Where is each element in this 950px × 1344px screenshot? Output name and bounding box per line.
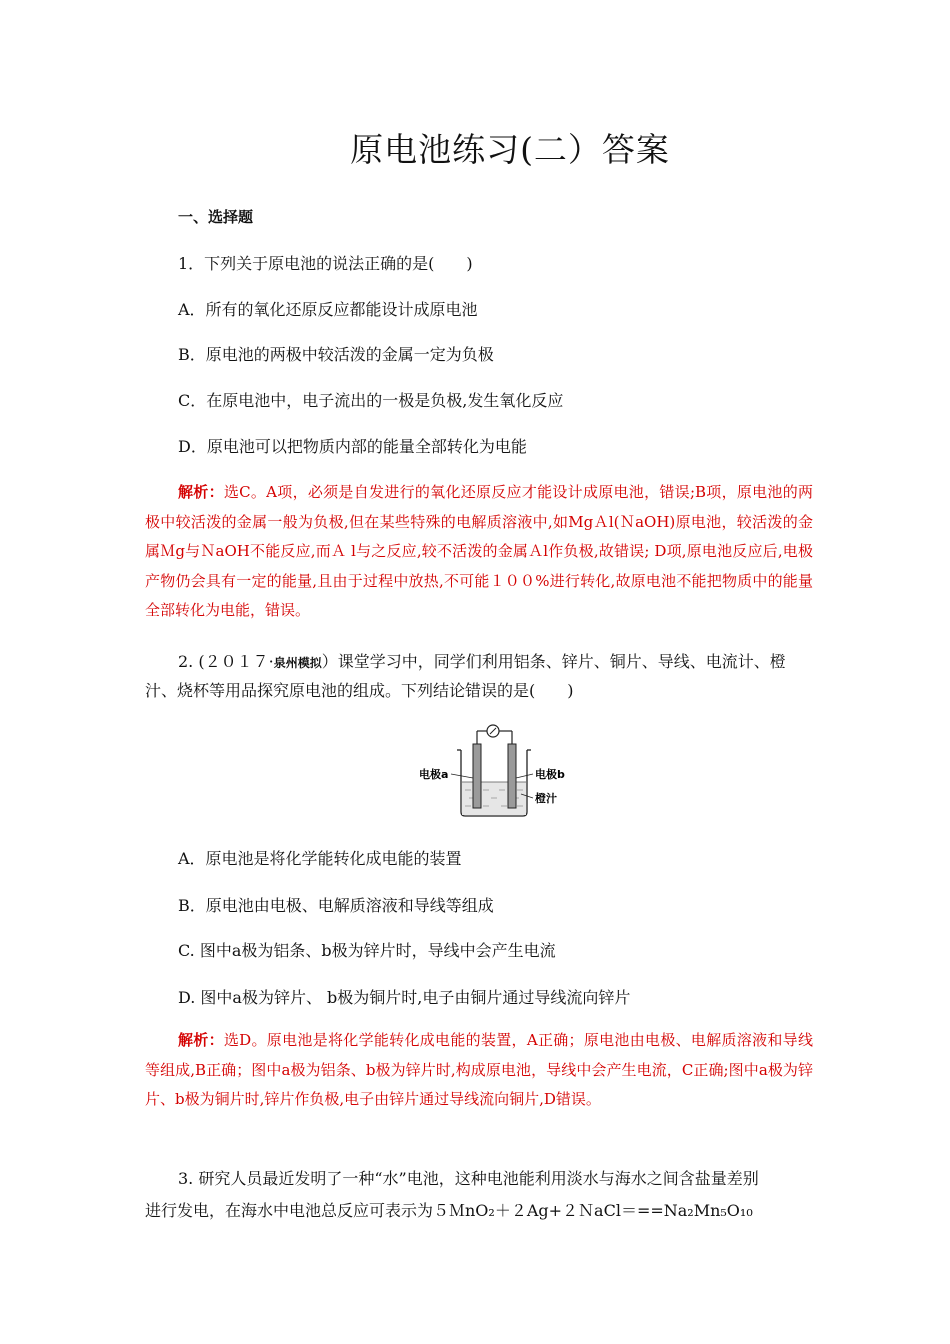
q1-option-a: A．所有的氧化还原反应都能设计成原电池	[178, 300, 478, 319]
q2-stem	[145, 648, 813, 705]
q1-analysis-label: 解析：	[178, 483, 224, 501]
q2-analysis-label: 解析：	[178, 1031, 224, 1049]
q1-option-b: B．原电池的两极中较活泼的金属一定为负极	[178, 345, 494, 364]
q3-line-2: 进行发电，在海水中电池总反应可表示为５ＭnO₂＋２Ag+２ＮaCl＝==Na₂Mn₅O₁₀	[145, 1201, 753, 1220]
galvanic-cell-diagram	[413, 722, 583, 822]
label-electrode-b: 电极b	[535, 768, 565, 781]
q1-analysis-text: 选C。A项，必须是自发进行的氧化还原反应才能设计成原电池，错误;B项，原电池的两极中较活泼的金属一般为负极,但在某些特殊的电解质溶液中,如MgＡl(ＮaOH)原电池，较活泼的金属Ｍg与ＮaOH不能反应,而Ａ l与之反应,较不活泼的金属Ａl作负极,故错误; D项,原电池反应后,电极产物仍会具有一定的能量,且由于过程中放热,不可能１００%进行转化,故原电池不能把物质中的能量全部转化为电能，错误。	[145, 483, 813, 620]
q2-option-d: D. 图中a极为锌片、 b极为铜片时,电子由铜片通过导线流向锌片	[178, 988, 631, 1007]
q2-stem-prefix: 2. (２０１７·	[178, 652, 274, 671]
q2-analysis-text: 选D。原电池是将化学能转化成电能的装置，A正确；原电池由电极、电解质溶液和导线等组成,B正确；图中a极为铝条、b极为锌片时,构成原电池，导线中会产生电流，C正确;图中a极为锌片、b极为铜片时,锌片作负极,电子由锌片通过导线流向铜片,D错误。	[145, 1031, 813, 1109]
q1-option-c: C．在原电池中，电子流出的一极是负极,发生氧化反应	[178, 391, 564, 410]
label-electrode-a: 电极a	[419, 768, 449, 781]
q2-option-b: B．原电池由电极、电解质溶液和导线等组成	[178, 896, 494, 915]
q2-option-c: C. 图中a极为铝条、b极为锌片时，导线中会产生电流	[178, 941, 556, 960]
electrode-b	[508, 744, 516, 808]
q2-stem-source: 泉州模拟	[273, 656, 322, 670]
page-title: 原电池练习(二）答案	[350, 130, 670, 169]
section-heading: 一、选择题	[178, 208, 254, 226]
label-orange-juice: 橙汁	[535, 792, 557, 805]
electrode-a	[473, 744, 481, 808]
q3-line-1: 3. 研究人员最近发明了一种“水”电池，这种电池能利用淡水与海水之间含盐量差别	[178, 1169, 759, 1188]
q2-option-a: A．原电池是将化学能转化成电能的装置	[178, 849, 462, 868]
q1-option-d: D．原电池可以把物质内部的能量全部转化为电能	[178, 437, 527, 456]
q1-analysis	[145, 478, 813, 626]
q2-stem-rest: ）课堂学习中，同学们利用铝条、锌片、铜片、导线、电流计、橙汁、烧杯等用品探究原电池的组成。下列结论错误的是( )	[145, 652, 786, 700]
q1-stem: 1．下列关于原电池的说法正确的是( )	[178, 254, 473, 273]
q2-analysis	[145, 1026, 813, 1115]
